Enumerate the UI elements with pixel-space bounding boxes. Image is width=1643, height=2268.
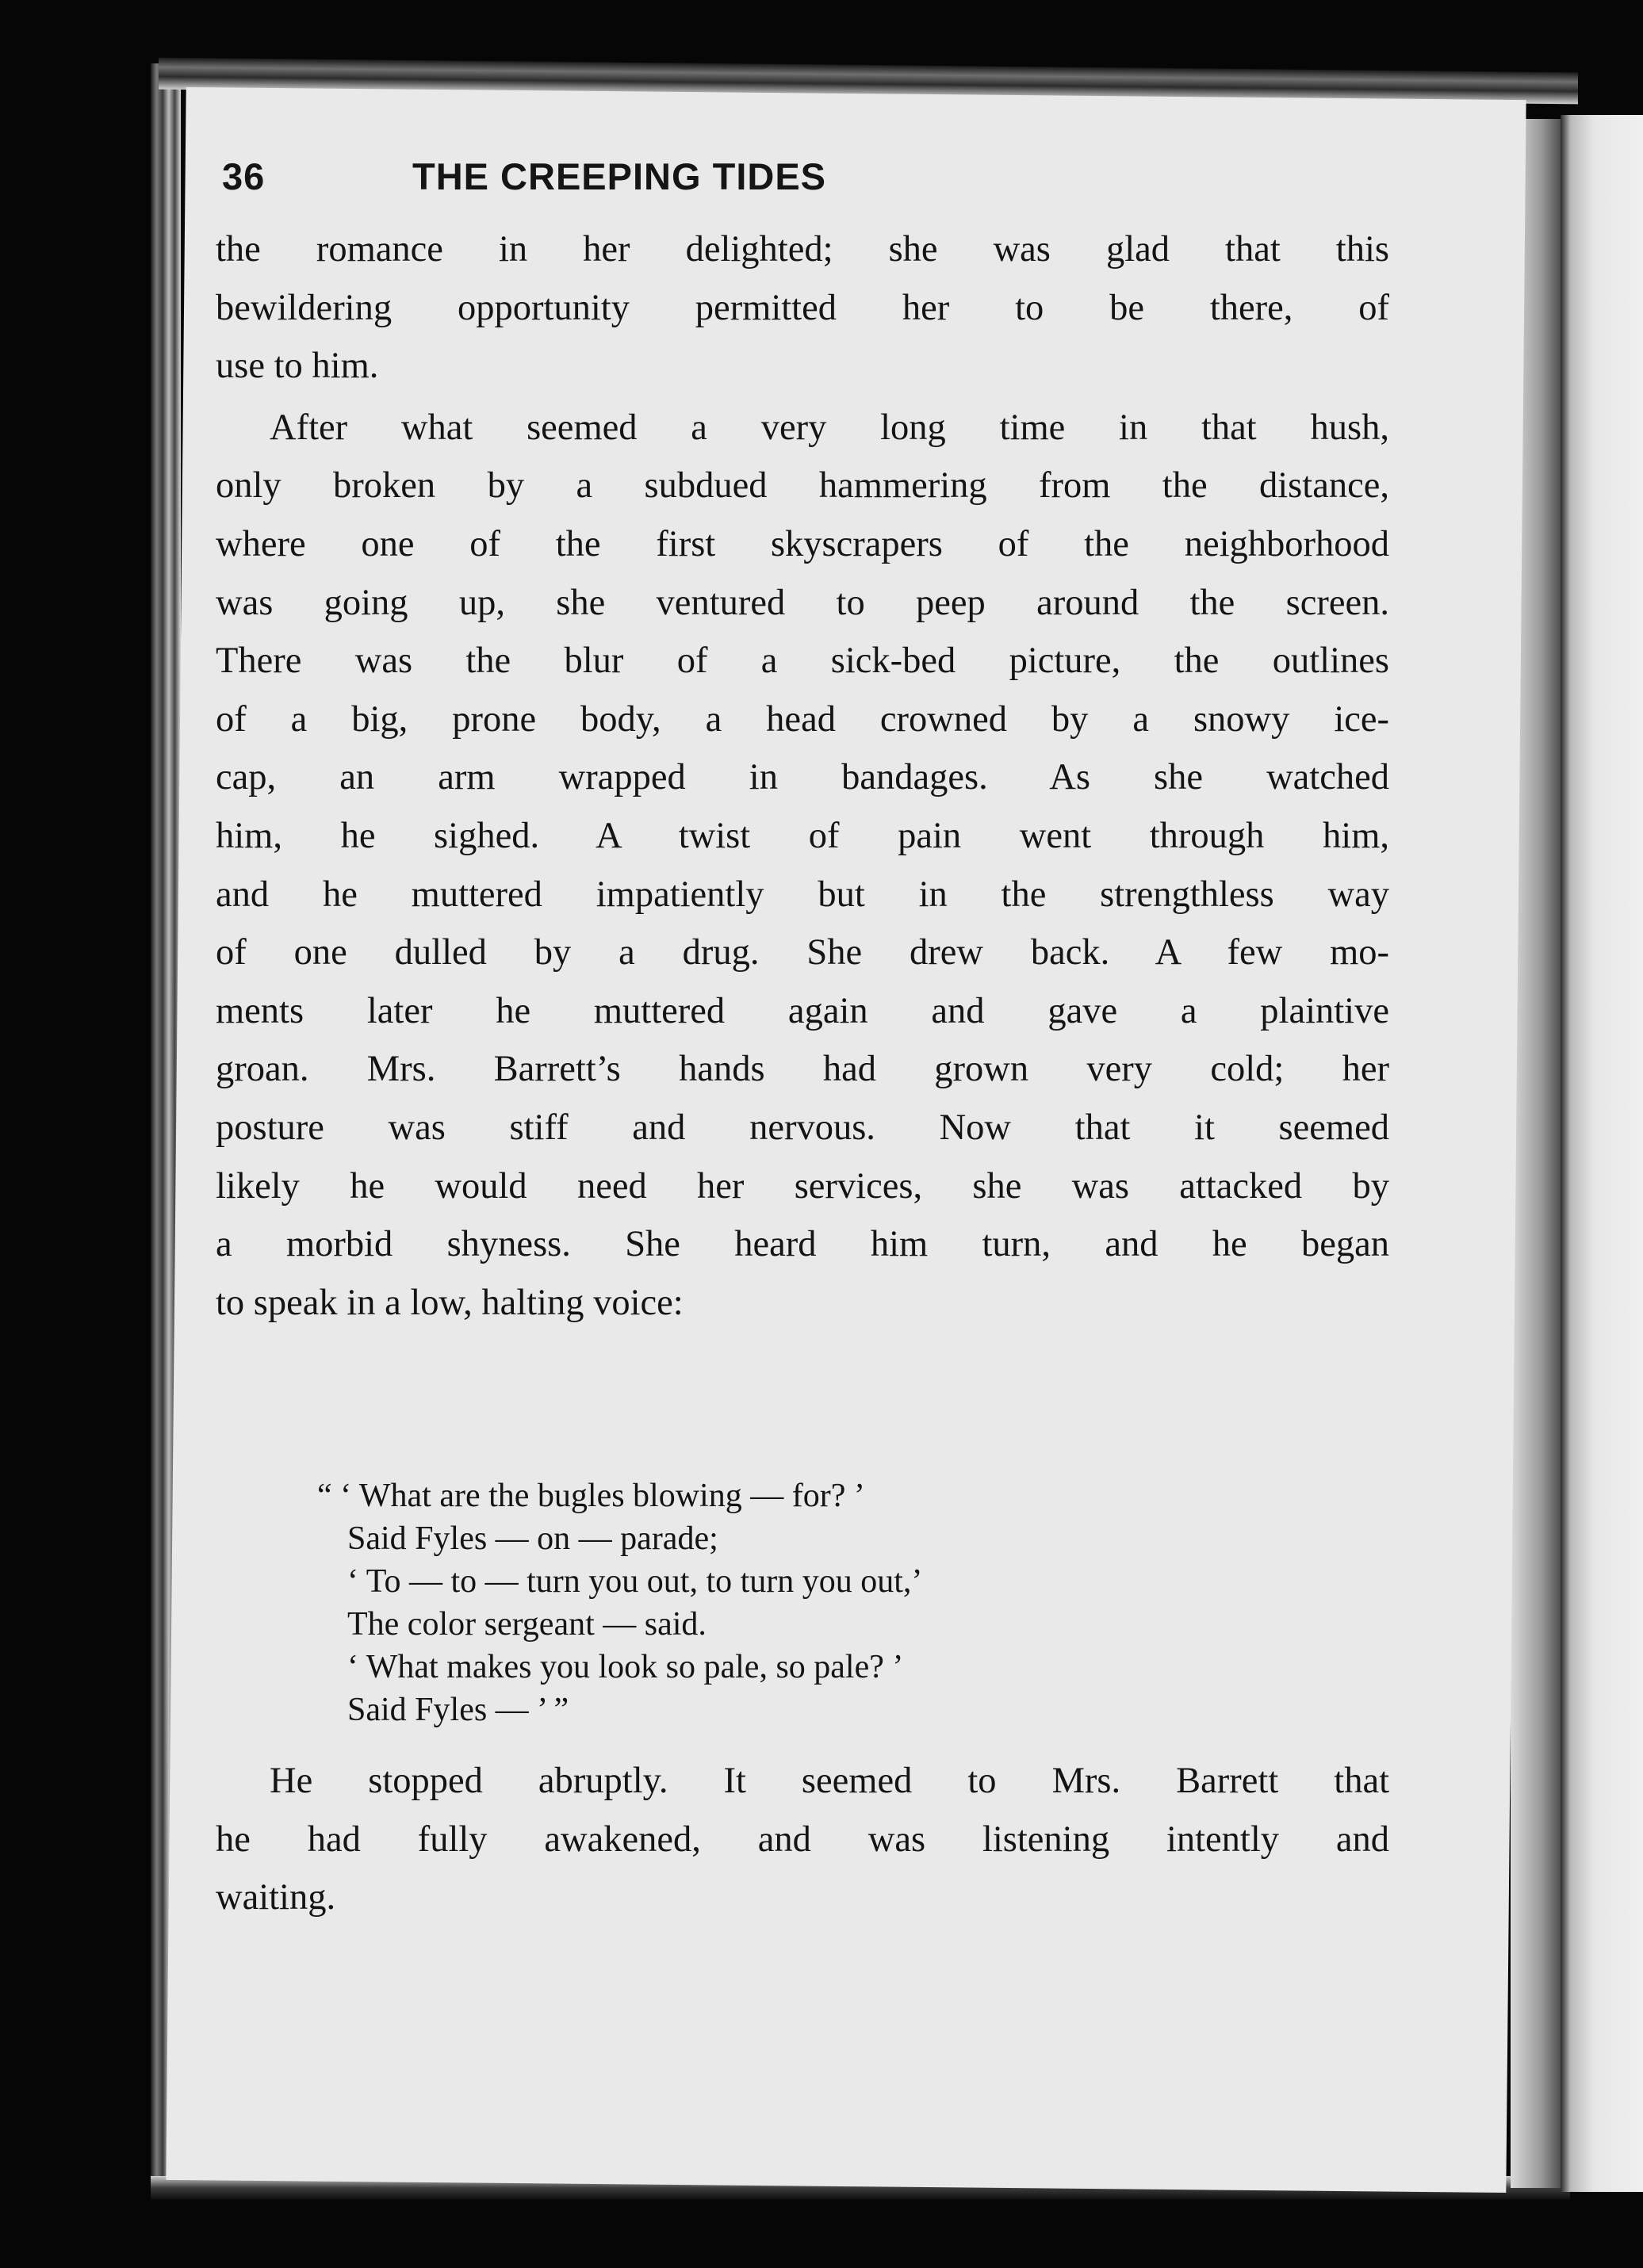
text-line: of a big, prone body, a head crowned by a snowy ice-: [216, 698, 1389, 740]
text-line: to speak in a low, halting voice:: [216, 1282, 684, 1323]
text-line: he had fully awakened, and was listening intently and: [216, 1819, 1389, 1860]
paragraph-1: [216, 220, 1389, 396]
text-line: a morbid shyness. She heard him turn, and he began: [216, 1224, 1389, 1265]
text-line: of one dulled by a drug. She drew back. A few mo-: [216, 932, 1389, 973]
text-line: He stopped abruptly. It seemed to Mrs. Barrett that: [270, 1761, 1389, 1801]
poem-quote: [317, 1474, 1269, 1731]
text-line: was going up, she ventured to peep around the screen.: [216, 582, 1389, 623]
facing-page-edge: [1561, 115, 1643, 2192]
text-line: After what seemed a very long time in that hush,: [270, 407, 1389, 448]
closing-paragraph: [216, 1752, 1389, 1927]
poem-line: Said Fyles — on — parade;: [347, 1520, 718, 1557]
poem-line: Said Fyles — ’ ”: [347, 1692, 569, 1728]
text-line: cap, an arm wrapped in bandages. As she watched: [216, 757, 1389, 798]
poem-line: “ ‘ What are the bugles blowing — for? ’: [317, 1478, 865, 1514]
page-number: 36: [222, 155, 266, 197]
text-line: ments later he muttered again and gave a plaintive: [216, 990, 1389, 1031]
poem-line: ‘ To — to — turn you out, to turn you out,’: [347, 1563, 923, 1600]
text-line: the romance in her delighted; she was glad that this: [216, 229, 1389, 270]
text-line: There was the blur of a sick-bed picture, the outlines: [216, 641, 1389, 682]
text-line: waiting.: [216, 1877, 336, 1918]
poem-line: The color sergeant — said.: [347, 1606, 707, 1643]
text-line: and he muttered impatiently but in the strengthless way: [216, 874, 1389, 915]
text-line: groan. Mrs. Barrett’s hands had grown very cold; her: [216, 1049, 1389, 1090]
text-line: where one of the first skyscrapers of the neighborhood: [216, 523, 1389, 564]
text-line: only broken by a subdued hammering from the distance,: [216, 465, 1389, 507]
text-line: likely he would need her services, she was attacked by: [216, 1165, 1389, 1207]
text-line: him, he sighed. A twist of pain went through him,: [216, 815, 1389, 856]
running-head: [222, 155, 1174, 210]
text-line: posture was stiff and nervous. Now that it seemed: [216, 1107, 1389, 1148]
text-line: use to him.: [216, 346, 379, 387]
text-line: bewildering opportunity permitted her to be there, of: [216, 287, 1389, 328]
poem-line: ‘ What makes you look so pale, so pale? ’: [347, 1649, 904, 1685]
main-text: [216, 220, 1389, 1332]
book-title: THE CREEPING TIDES: [412, 155, 827, 197]
paragraph-2: [216, 399, 1389, 1333]
